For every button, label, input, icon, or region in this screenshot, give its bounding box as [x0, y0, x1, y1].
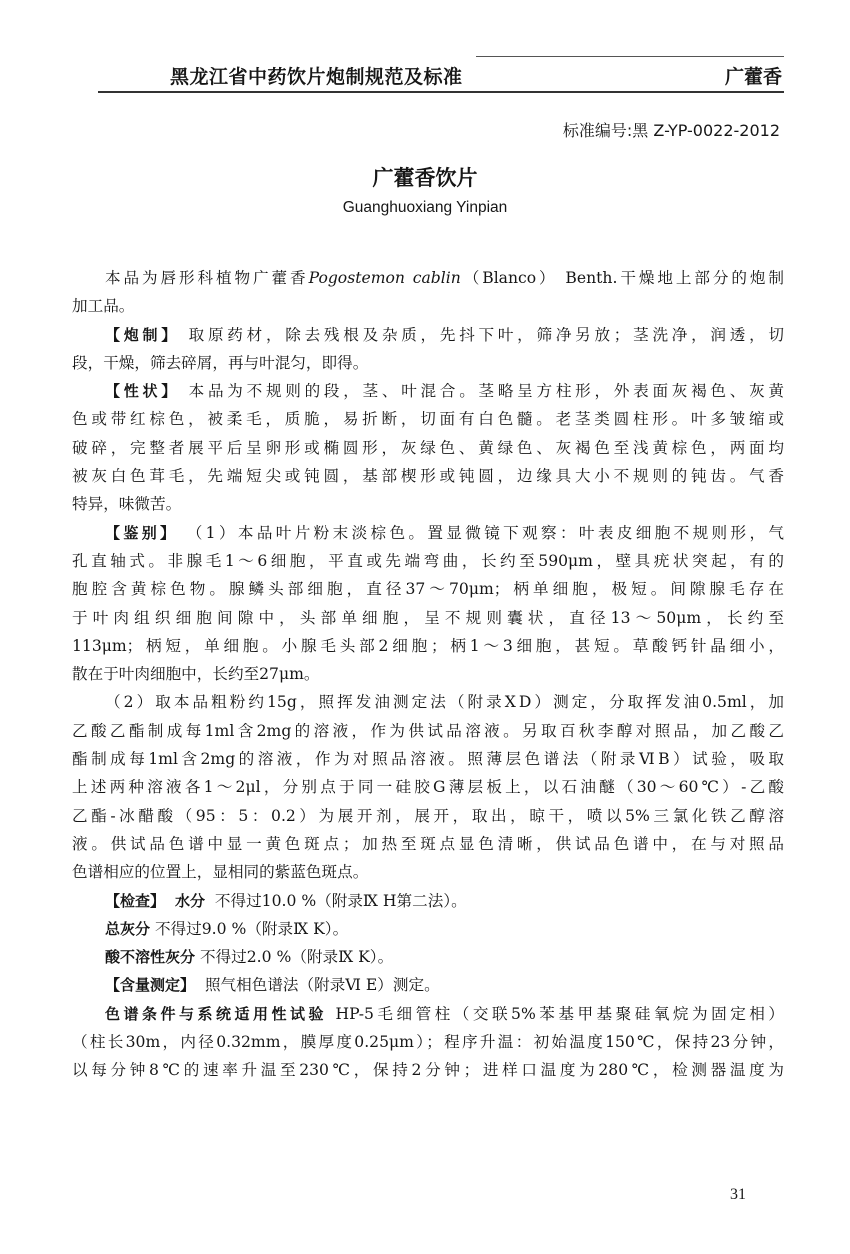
identification-line: 乙酯-冰醋酸（95：5：0.2）为展开剂，展开，取出，晾干，喷以5%三氯化铁乙醇溶 — [72, 806, 784, 825]
processing-line — [72, 321, 784, 349]
characters-text: 本品为不规则的段，茎、叶混合。茎略呈方柱形，外表面灰褐色、灰黄 — [188, 382, 784, 401]
characters-line: 色或带红棕色，被柔毛，质脆，易折断，切面有白色髓。老茎类圆柱形。叶多皱缩或 — [72, 410, 784, 429]
pinyin-title: Guanghuoxiang Yinpian — [342, 199, 508, 216]
identification-line: 上述两种溶液各1～2μl，分别点于同一硅胶G薄层板上，以石油醚（30～60℃）-乙酸 — [72, 778, 784, 797]
page-title: 广藿香饮片 — [372, 166, 478, 190]
characters-line: 特异，味微苦。 — [72, 495, 182, 514]
total-ash-text: 不得过9.0 %（附录Ⅸ K）。 — [154, 919, 349, 938]
characters-line — [72, 377, 784, 405]
section-label-processing: 【炮制】 — [105, 325, 180, 344]
latin-name: Pogostemon cablin — [308, 269, 461, 287]
section-label-identification: 【鉴别】 — [105, 523, 179, 542]
identification-line: 乙酸乙酯制成每1ml含2mg的溶液，作为供试品溶液。另取百秋李醇对照品，加乙酸乙 — [72, 721, 784, 740]
section-label-assay: 【含量测定】 — [105, 976, 196, 995]
intro-text: （Blanco） Benth.干燥地上部分的炮制 — [460, 269, 784, 287]
processing-text: 取原药材，除去残根及杂质，先抖下叶，筛净另放；茎洗净，润透，切 — [188, 325, 784, 344]
processing-line: 段，干燥，筛去碎屑，再与叶混匀，即得。 — [72, 353, 369, 372]
acid-insoluble-ash-label: 酸不溶性灰分 — [105, 948, 196, 967]
intro-text: 本品为唇形科植物广藿香 — [105, 269, 309, 287]
identification-line: 孔直轴式。非腺毛1～6细胞，平直或先端弯曲，长约至590μm，壁具疣状突起，有的 — [72, 551, 784, 570]
identification-line: 酯制成每1ml含2mg的溶液，作为对照品溶液。照薄层色谱法（附录ⅥB）试验，吸取 — [72, 750, 784, 769]
section-label-inspection: 【检查】 — [105, 891, 166, 910]
assay-line: （柱长30m，内径0.32mm，膜厚度0.25μm）；程序升温：初始温度150℃，保持23分钟， — [72, 1033, 784, 1052]
intro-line: 加工品。 — [72, 297, 135, 316]
assay-line — [72, 971, 784, 999]
inspection-acid-ash-line — [72, 943, 784, 971]
characters-line: 破碎，完整者展平后呈卵形或椭圆形，灰绿色、黄绿色、灰褐色至浅黄棕色，两面均 — [72, 438, 784, 457]
identification-line: 色谱相应的位置上，显相同的紫蓝色斑点。 — [72, 863, 369, 882]
standard-number: 标准编号:黑 Z-YP-0022-2012 — [562, 121, 780, 140]
section-label-characters: 【性状】 — [105, 382, 180, 401]
chromatographic-conditions-label: 色谱条件与系统适用性试验 — [105, 1004, 327, 1023]
water-label: 水分 — [174, 891, 205, 910]
identification-text: （1）本品叶片粉末淡棕色。置显微镜下观察：叶表皮细胞不规则形，气 — [186, 523, 784, 542]
identification-line: （2）取本品粗粉约15g，照挥发油测定法（附录ⅩD）测定，分取挥发油0.5ml，加 — [105, 693, 784, 712]
water-text: 不得过10.0 %（附录Ⅸ H第二法）。 — [214, 891, 467, 910]
assay-line — [72, 1000, 784, 1028]
assay-text: 照气相色谱法（附录Ⅵ E）测定。 — [204, 976, 440, 995]
assay-text: HP-5毛细管柱（交联5%苯基甲基聚硅氧烷为固定相） — [335, 1004, 784, 1023]
identification-line: 113μm；柄短，单细胞。小腺毛头部2细胞；柄1～3细胞，甚短。草酸钙针晶细小， — [72, 636, 784, 655]
identification-line: 液。供试品色谱中显一黄色斑点；加热至斑点显色清晰，供试品色谱中，在与对照品 — [72, 834, 784, 853]
document-body — [72, 264, 784, 1085]
characters-line: 被灰白色茸毛，先端短尖或钝圆，基部楔形或钝圆，边缘具大小不规则的钝齿。气香 — [72, 467, 784, 486]
total-ash-label: 总灰分 — [105, 919, 151, 938]
identification-line: 于叶肉组织细胞间隙中，头部单细胞，呈不规则囊状，直径13～50μm，长约至 — [72, 608, 784, 627]
identification-line: 胞腔含黄棕色物。腺鳞头部细胞，直径37～70μm；柄单细胞，极短。间隙腺毛存在 — [72, 580, 784, 599]
assay-line: 以每分钟8℃的速率升温至230℃，保持2分钟；进样口温度为280℃，检测器温度为 — [72, 1061, 784, 1080]
acid-insoluble-ash-text: 不得过2.0 %（附录Ⅸ K）。 — [199, 948, 394, 967]
inspection-water-line — [72, 887, 784, 915]
intro-line — [72, 264, 784, 292]
inspection-ash-line — [72, 915, 784, 943]
running-header-herb-name: 广藿香 — [724, 66, 782, 88]
running-header-book-title: 黑龙江省中药饮片炮制规范及标准 — [170, 66, 463, 88]
page-number: 31 — [730, 1186, 746, 1203]
identification-line — [72, 519, 784, 547]
identification-line: 散在于叶肉细胞中，长约至27μm。 — [72, 665, 320, 684]
